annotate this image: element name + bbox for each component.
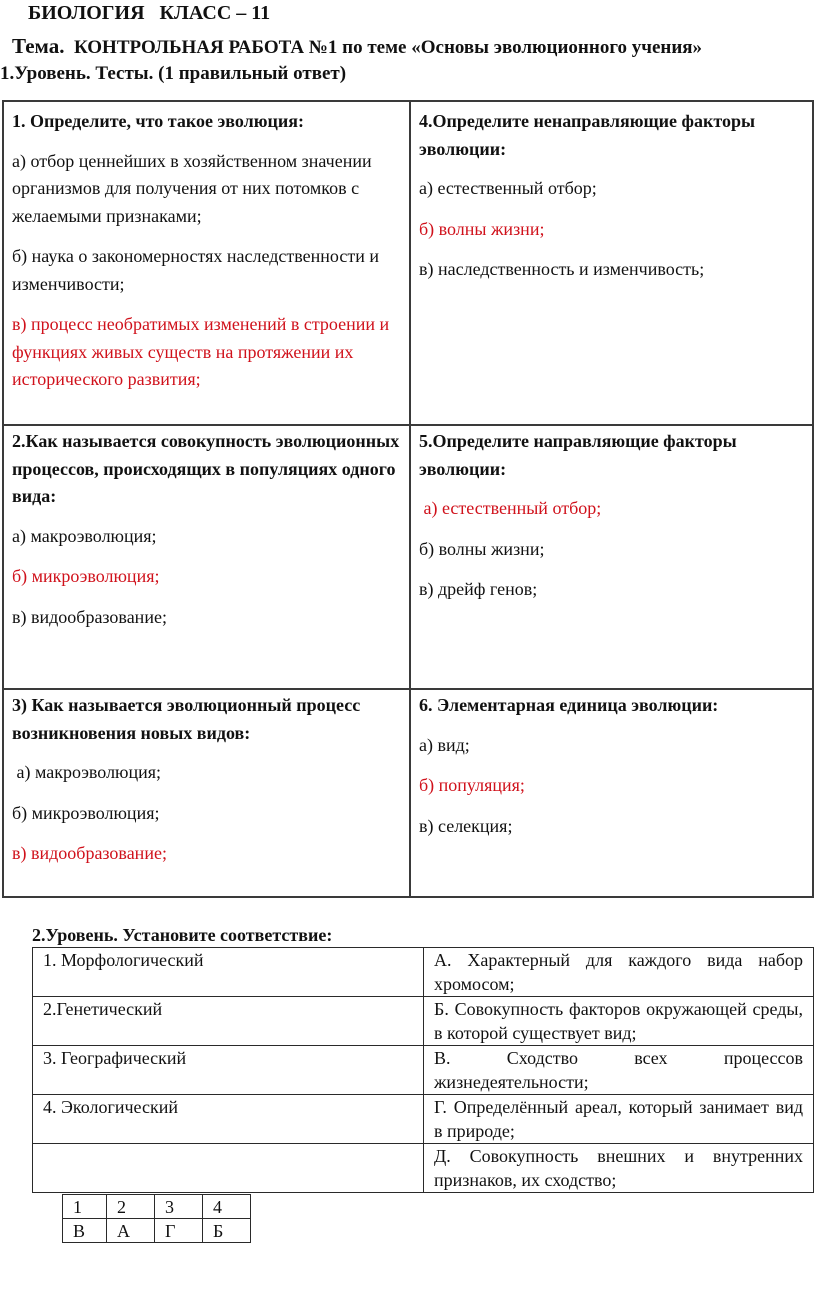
option-a: а) отбор ценнейших в хозяйственном значении организмов для получения от них потомков с желаемыми признаками;: [12, 150, 372, 226]
option-c-correct: в) видообразование;: [12, 843, 167, 863]
definition-cell: В. Сходство всех процессов жизнедеятельности;: [424, 1046, 814, 1095]
definition-cell: Д. Совокупность внешних и внутренних признаков, их сходство;: [424, 1144, 814, 1193]
table-row: [33, 1095, 814, 1144]
term-cell: 3. Географический: [33, 1046, 424, 1095]
answer-letter: А: [107, 1219, 155, 1243]
answer-key-table: [62, 1194, 251, 1243]
question-cell-2: [4, 428, 409, 644]
option-c-correct: в) процесс необратимых изменений в строении и функциях живых существ на протяжении их исторического развития;: [12, 314, 390, 389]
option-a: а) естественный отбор;: [419, 178, 597, 198]
option-a: а) макроэволюция;: [12, 525, 157, 546]
option-b: б) наука о закономерностях наследственности и изменчивости;: [12, 246, 379, 294]
subject-heading: БИОЛОГИЯ КЛАСС – 11: [28, 2, 271, 24]
answer-letter: В: [63, 1219, 107, 1243]
option-b-correct: б) микроэволюция;: [12, 566, 160, 586]
question-text: 2.Как называется совокупность эволюционных процессов, происходящих в популяциях одного вида:: [12, 431, 400, 506]
topic-prefix: Тема.: [12, 34, 65, 58]
table-row: [33, 1144, 814, 1193]
question-cell-5: [411, 428, 814, 617]
topic-text: КОНТРОЛЬНАЯ РАБОТА №1 по теме «Основы эволюционного учения»: [64, 37, 703, 58]
answer-numbers-row: [63, 1195, 251, 1219]
option-b: б) микроэволюция;: [12, 802, 160, 823]
question-text: 5.Определите направляющие факторы эволюции:: [419, 431, 737, 479]
option-c: в) селекция;: [419, 815, 513, 836]
table-row: [33, 997, 814, 1046]
question-cell-3: [4, 692, 409, 881]
row-divider: [4, 424, 812, 426]
definition-cell: Г. Определённый ареал, который занимает вид в природе;: [424, 1095, 814, 1144]
definition-cell: А. Характерный для каждого вида набор хромосом;: [424, 948, 814, 997]
question-text: 1. Определите, что такое эволюция:: [12, 111, 304, 131]
question-text: 4.Определите ненаправляющие факторы эволюции:: [419, 111, 756, 159]
option-b: б) волны жизни;: [419, 538, 545, 559]
table-row: [33, 948, 814, 997]
level2-title: 2.Уровень. Установите соответствие:: [32, 925, 333, 945]
option-a: а) макроэволюция;: [12, 762, 162, 782]
topic-heading: [12, 34, 702, 59]
answer-number: 2: [107, 1195, 155, 1219]
level1-title: 1.Уровень. Тесты. (1 правильный ответ): [0, 63, 347, 84]
answer-number: 3: [155, 1195, 203, 1219]
term-cell: [33, 1144, 424, 1193]
answer-letter: Г: [155, 1219, 203, 1243]
term-cell: 2.Генетический: [33, 997, 424, 1046]
option-c: в) дрейф генов;: [419, 579, 538, 599]
answer-letter: Б: [203, 1219, 251, 1243]
quiz-table: [2, 100, 814, 898]
option-b-correct: б) популяция;: [419, 775, 525, 795]
option-a: а) вид;: [419, 734, 470, 755]
answer-letters-row: [63, 1219, 251, 1243]
option-b-correct: б) волны жизни;: [419, 218, 545, 239]
question-cell-4: [411, 108, 814, 297]
answer-number: 1: [63, 1195, 107, 1219]
answer-number: 4: [203, 1195, 251, 1219]
question-cell-6: [411, 692, 814, 853]
question-text: 3) Как называется эволюционный процесс возникновения новых видов:: [12, 695, 361, 743]
definition-cell: Б. Совокупность факторов окружающей среды, в которой существует вид;: [424, 997, 814, 1046]
term-cell: 4. Экологический: [33, 1095, 424, 1144]
question-text: 6. Элементарная единица эволюции:: [419, 695, 719, 715]
matching-table: [32, 947, 814, 1193]
row-divider: [4, 688, 812, 690]
option-c: в) наследственность и изменчивость;: [419, 259, 705, 279]
option-a-correct: а) естественный отбор;: [419, 498, 602, 518]
table-row: [33, 1046, 814, 1095]
option-c: в) видообразование;: [12, 606, 167, 627]
term-cell: 1. Морфологический: [33, 948, 424, 997]
question-cell-1: [4, 108, 409, 407]
